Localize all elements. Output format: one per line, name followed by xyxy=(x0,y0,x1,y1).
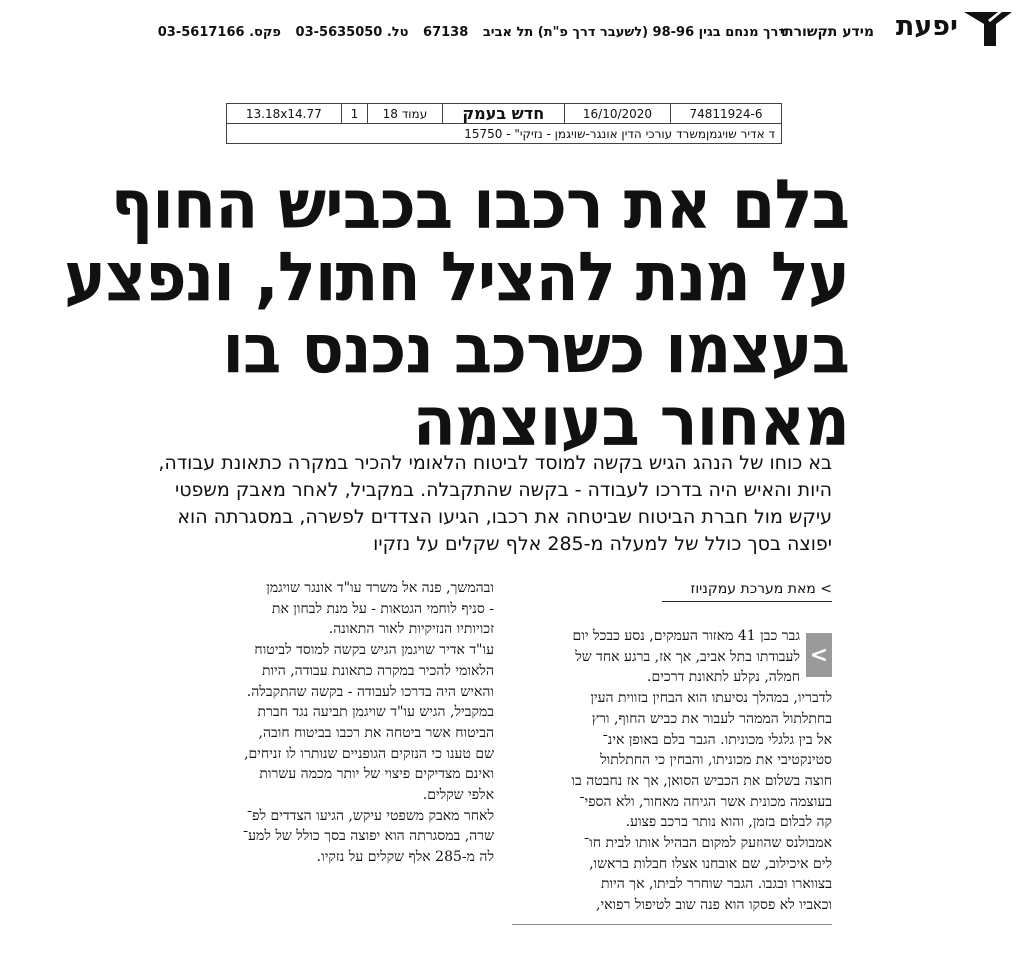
body-line: סטינקטיבי את מכוניתו, והבחין כי החתלתול xyxy=(600,752,832,769)
body-line: לאחר מאבק משפטי עיקש, הגיעו הצדדים לפ־ xyxy=(246,807,494,824)
header-address: דרך מנחם בגין 98-96 (לשעבר דרך פ"ת) תל אביב xyxy=(482,25,786,40)
body-line: אמבולנס שהוזעק למקום הבהיל אותו לבית חו־ xyxy=(583,835,832,852)
header-zip: 67138 xyxy=(423,25,469,40)
metadata-row xyxy=(227,104,782,124)
subhead-line: בא כוחו של הנהג הגיש בקשה למוסד לביטוח הלאומי להכיר במקרה כתאונת עבודה, xyxy=(158,452,832,474)
article-column-left xyxy=(164,578,494,868)
body-line: שם טענו כי הנזקים הגופניים שנותרו לו זניחים, xyxy=(244,745,494,762)
header-fax: פקס. 03-5617166 xyxy=(157,25,281,40)
body-line: חמלה, נקלע לתאונת דרכים. xyxy=(647,669,800,686)
header-contact xyxy=(86,25,786,41)
subhead-line: עיקש מול חברת הביטוח שביטחה את רכבו, הגיעו הצדדים לפשרה, במסגרתה הוא xyxy=(177,506,832,528)
headline-line: בלם את רכבו בכביש החוף xyxy=(110,164,849,244)
body-line: שרה, במסגרתה הוא יפוצה בסך כולל של למע־ xyxy=(242,828,494,845)
body-line: בעוצמה מכונית אשר הגיחה מאחור, ולא הספי־ xyxy=(579,793,832,810)
body-line: - סניף לוחמי הגטאות - על מנת לבחון את xyxy=(271,600,494,617)
clip-size: 13.18x14.77 xyxy=(227,104,342,124)
body-line: לדבריו, במהלך נסיעתו הוא הבחין בזווית העין xyxy=(590,690,832,707)
article-column-right xyxy=(512,626,832,916)
metadata-client-row xyxy=(227,124,782,144)
body-line: אלפי שקלים. xyxy=(422,787,494,804)
item-id: 74811924-6 xyxy=(670,104,781,124)
body-line: במקביל, הגיש עו"ד שויגמן תביעה נגד חברת xyxy=(257,704,494,721)
body-line: לעבודתו בתל אביב, אך אז, ברגע אחד של xyxy=(575,648,800,665)
body-line: ובהמשך, פנה אל משרד עו"ד אונגר שויגמן xyxy=(266,580,494,596)
newspaper-name: חדש בעמק xyxy=(442,104,564,124)
article-subheadline xyxy=(158,450,832,558)
body-line: והאיש היה בדרכו לעבודה - בקשה שהתקבלה. xyxy=(246,683,494,700)
article-headline xyxy=(64,164,849,461)
clipping-metadata-table xyxy=(226,103,782,144)
body-line: בחתלתול הממהר לעבור את כביש החוף, ורץ xyxy=(591,710,832,727)
body-line: לה מ-285 אלף שקלים על נזקיו. xyxy=(316,849,494,866)
body-line: קה לבלום בזמן, והוא נותר ברכב פצוע. xyxy=(625,814,832,831)
body-line: אל בין גלגלי מכוניתו. הגבר בלם באופן אינ־ xyxy=(602,731,832,748)
body-line: הביטוח אשר ביטחה את רכבו בביטוח חובה, xyxy=(258,724,494,741)
headline-line: מאחור בעוצמה xyxy=(412,381,849,461)
body-line: חוצה בשלום את הכביש הסואן, אך אז נחבטה בו xyxy=(571,772,832,789)
body-line: לים איכילוב, שם אובחנו אצלו חבלות בראשו, xyxy=(589,855,832,872)
body-line: ואינם מצדיקים פיצוי של יותר מכמה עשרות xyxy=(259,766,494,783)
publish-date: 16/10/2020 xyxy=(564,104,670,124)
yifat-logo-icon xyxy=(964,10,1012,48)
headline-line: בעצמו כשרכב נכנס בו xyxy=(222,309,849,389)
page-number: עמוד 18 xyxy=(368,104,442,124)
logo-tagline: מידע תקשורתי xyxy=(779,24,874,40)
subhead-line: היות והאיש היה בדרכו לעבודה - בקשה שהתקבלה. במקביל, לאחר מאבק משפטי xyxy=(174,479,832,501)
body-line: זכויותיו הנזיקיות לאור התאונה. xyxy=(328,621,494,638)
clipping-header xyxy=(0,0,1024,62)
header-phone: טל. 03-5635050 xyxy=(295,25,409,40)
body-line: הלאומי להכיר במקרה כתאונת עבודה, היות xyxy=(261,662,494,679)
article-byline: > מאת מערכת עמקניוז xyxy=(662,580,832,602)
body-line: בצווארו ובגבו. הגבר שוחרר לביתו, אך היות xyxy=(600,876,832,893)
chevron-tab-icon: > xyxy=(806,633,832,677)
item-count: 1 xyxy=(341,104,368,124)
logo-name: יפעת xyxy=(895,11,958,42)
body-line: וכאביו לא פסקו הוא פנה שוב לטיפול רפואי, xyxy=(596,897,832,914)
column-divider xyxy=(512,924,832,925)
body-line: גבר כבן 41 מאזור העמקים, נסע כבכל יום xyxy=(572,628,800,644)
client-name: ד אדיר שויגמןמשרד עורכי הדין אונגר-שויגמן - נזיקי" - 15750 xyxy=(227,124,782,144)
subhead-line: יפוצה בסך כולל של למעלה מ-285 אלף שקלים על נזקיו xyxy=(373,533,832,555)
body-line: עו"ד אדיר שויגמן הגיש בקשה למוסד לביטוח xyxy=(254,642,494,659)
headline-line: על מנת להציל חתול, ונפצע xyxy=(64,237,849,316)
